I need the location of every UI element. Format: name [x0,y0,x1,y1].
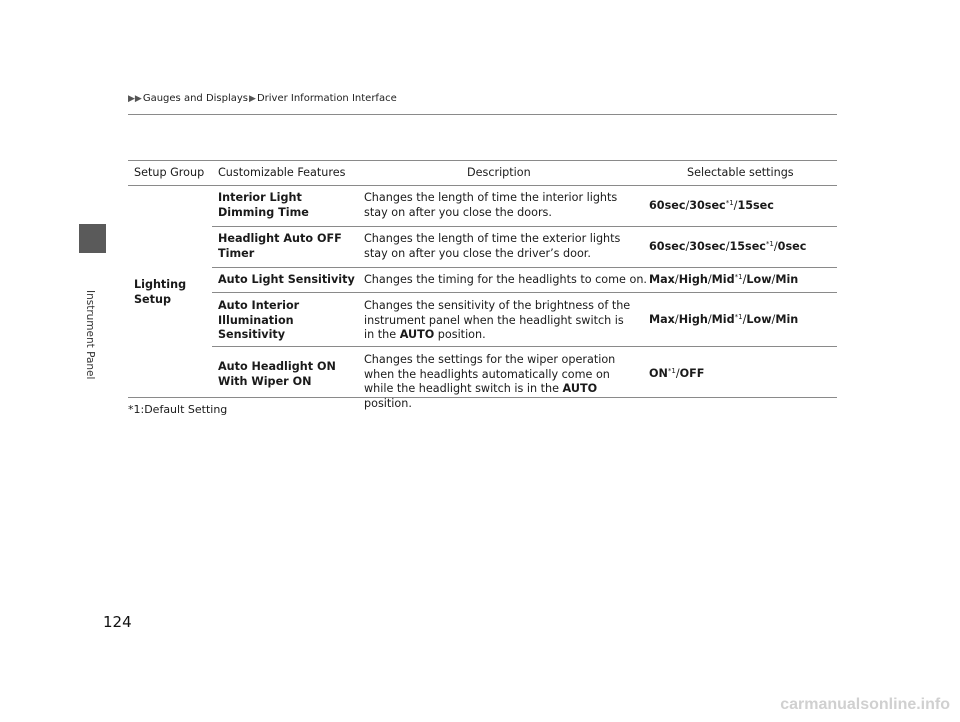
feature-description: Changes the length of time the exterior lights stay on after you close the driver’s door. [364,232,621,260]
section-label: Instrument Panel [84,290,96,380]
selectable-settings: $60\sec/30\sec/15\sec^{*1}/0\sec$ [649,240,807,253]
selectable-settings: Max/High/Mid$^{*1}$/Low/Min [649,273,799,286]
col-header-settings: Selectable settings [687,166,794,179]
col-header-features: Customizable Features [218,166,346,179]
feature-description: Changes the sensitivity of the brightness of the instrument panel when the headlight switch is in the AUTO position. [364,299,631,341]
selectable-settings: ON$^{*1}$/OFF [649,367,705,380]
table-row [212,186,837,227]
page-number: 124 [103,613,132,631]
selectable-settings: $60\sec/30\sec^{*1}/15\sec$ [649,199,774,212]
feature-description: Changes the settings for the wiper operation when the headlights automatically come on while the headlight switch is in the AUTO position. [364,353,616,410]
breadcrumb-arrow-icon: ▶ [249,93,256,104]
feature-name: Auto Headlight ON With Wiper ON [218,360,336,388]
section-tab-marker [79,224,106,253]
col-header-description: Description [467,166,531,179]
setup-group-label: Lighting Setup [134,278,187,306]
feature-name: Auto Interior Illumination Sensitivity [218,299,300,341]
header-divider [128,114,837,115]
feature-description: Changes the length of time the interior lights stay on after you close the doors. [364,191,618,219]
selectable-settings: Max/High/Mid$^{*1}$/Low/Min [649,313,799,326]
table-row [212,347,837,410]
col-header-setup-group: Setup Group [134,166,205,179]
feature-name: Auto Light Sensitivity [218,273,355,286]
breadcrumb-arrow-icon: ▶▶ [128,93,142,104]
feature-name: Headlight Auto OFF Timer [218,232,342,260]
table-row [212,268,837,293]
breadcrumb-item-gauges[interactable]: Gauges and Displays [142,93,249,104]
table-row [212,227,837,268]
footnote: *1:Default Setting [128,403,228,416]
feature-description: Changes the timing for the headlights to come on. [364,273,647,286]
table-header [128,160,837,186]
breadcrumb-item-dii[interactable]: Driver Information Interface [256,93,397,104]
feature-name: Interior Light Dimming Time [218,191,309,219]
watermark: carmanualsonline.info [780,696,950,713]
table-row [212,293,837,347]
breadcrumb [128,93,397,104]
